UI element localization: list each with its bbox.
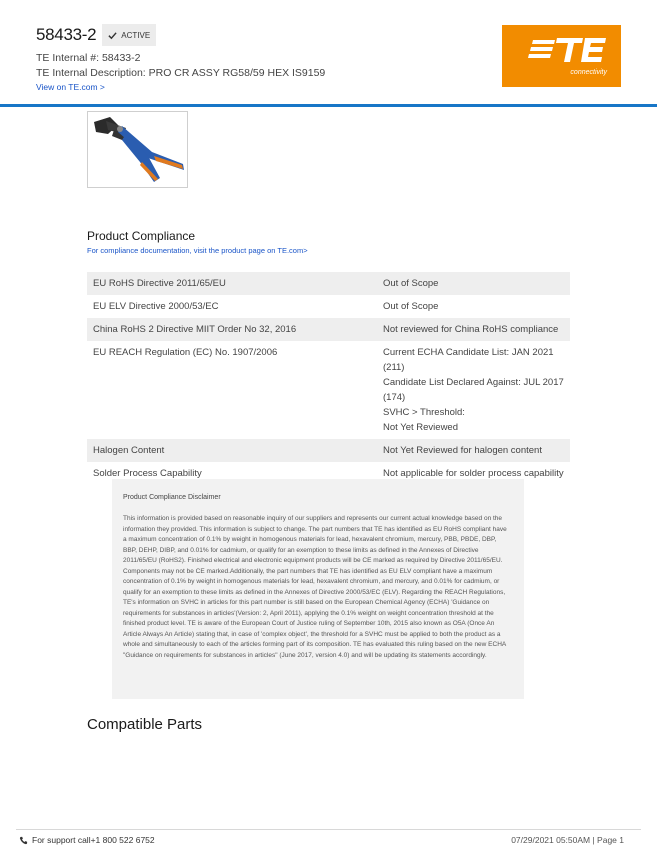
compliance-label: EU RoHS Directive 2011/65/EU xyxy=(93,278,226,289)
internal-description: TE Internal Description: PRO CR ASSY RG58/59 HEX IS9159 xyxy=(36,67,326,79)
compliance-table xyxy=(87,272,570,485)
compliance-row xyxy=(87,341,570,439)
page-header xyxy=(0,0,657,106)
check-icon xyxy=(108,31,117,40)
compliance-label: Solder Process Capability xyxy=(93,468,202,479)
compliance-row xyxy=(87,272,570,295)
part-number: 58433-2 xyxy=(36,25,97,44)
compliance-value-line: Candidate List Declared Against: JUL 2017 xyxy=(383,377,564,388)
compliance-value-line: Not Yet Reviewed for halogen content xyxy=(383,445,542,456)
footer-divider xyxy=(16,829,641,830)
part-title-row xyxy=(36,24,156,46)
compliance-value xyxy=(377,295,570,318)
compatible-parts-title: Compatible Parts xyxy=(87,716,203,733)
support-phone[interactable]: For support call+1 800 522 6752 xyxy=(32,835,155,845)
phone-icon xyxy=(19,836,28,845)
compliance-value-line: Current ECHA Candidate List: JAN 2021 xyxy=(383,347,554,358)
compliance-row xyxy=(87,295,570,318)
compliance-value xyxy=(377,272,570,295)
te-logo xyxy=(502,25,621,87)
status-badge xyxy=(102,24,156,46)
compliance-label: Halogen Content xyxy=(93,445,165,456)
header-divider xyxy=(0,104,657,107)
disclaimer-body: This information is provided based on reasonable inquiry of our suppliers and represents our current actual knowledge based on the information they provided. This information is subject to change. The part numbers that TE has identified as EU RoHS compliant have a maximum concentration of 0.1% by weight in homogenous materials for lead, hexavalent chromium, mercury, PBB, PBDE, DBP, BBP, DEHP, DIBP, and 0.01% for cadmium, or qualify for an exemption to these limits as defined in the Annexes of Directive 2011/65/EU (RoHS2). Finished electrical and electronic equipment products will be CE marked as required by Directive 2011/65/EU. Components may not be CE marked.Additionally, the part numbers that TE has identified as EU ELV compliant have a maximum concentration of 0.1% by weight in homogenous materials for lead, hexavalent chromium, and mercury, and 0.01% for cadmium, or qualify for an exemption to these limits as defined in the Annexes of Directive 2000/53/EC (ELV). Regarding the REACH Regulations, TE's information on SVHC in articles for this part number is still based on the European Chemical Agency (ECHA) 'Guidance on requirements for substances in articles'(Version: 2, April 2011), applying the 0.1% weight on weight concentration threshold at the finished product level. TE is aware of the European Court of Justice ruling of September 10th, 2015 also known as O5A (Once An Article Always An Article) stating that, in case of 'complex object', the threshold for a SVHC must be applied to both the product as a whole and simultaneously to each of the articles forming part of its composition. TE has evaluated this ruling based on the new ECHA "Guidance on requirements for substances in articles" (June 2017, version 4.0) and will be updating its statements accordingly. xyxy=(123,515,507,659)
view-on-te-link[interactable]: View on TE.com > xyxy=(36,82,105,92)
compliance-disclaimer xyxy=(112,479,524,699)
disclaimer-title: Product Compliance Disclaimer xyxy=(123,494,221,501)
logo-subtitle: connectivity xyxy=(570,69,607,76)
compliance-value xyxy=(377,341,570,439)
compliance-row xyxy=(87,318,570,341)
compliance-value-line: (174) xyxy=(383,392,406,403)
product-image xyxy=(87,111,188,188)
compliance-value xyxy=(377,439,570,462)
compliance-value-line: Not Yet Reviewed xyxy=(383,422,458,433)
compliance-label: China RoHS 2 Directive MIIT Order No 32, 2016 xyxy=(93,324,297,335)
compliance-value-line: Not applicable for solder process capability xyxy=(383,468,564,479)
internal-number: TE Internal #: 58433-2 xyxy=(36,52,141,64)
compliance-value-line: Not reviewed for China RoHS compliance xyxy=(383,324,559,335)
compliance-value-line: (211) xyxy=(383,362,405,373)
status-label: ACTIVE xyxy=(121,30,151,40)
footer-support xyxy=(19,835,155,845)
compliance-value-line: Out of Scope xyxy=(383,278,439,289)
te-logo-mark xyxy=(502,25,621,87)
compliance-value-line: Out of Scope xyxy=(383,301,439,312)
compliance-title: Product Compliance xyxy=(87,229,196,243)
compliance-value-line: SVHC > Threshold: xyxy=(383,407,465,418)
compliance-row xyxy=(87,439,570,462)
footer-date-page: 07/29/2021 05:50AM | Page 1 xyxy=(511,835,624,845)
compliance-documentation-link[interactable]: For compliance documentation, visit the product page on TE.com> xyxy=(87,246,308,255)
compliance-label: EU ELV Directive 2000/53/EC xyxy=(93,301,219,312)
compliance-value xyxy=(377,318,570,341)
crimp-tool-image xyxy=(88,112,187,187)
compliance-label: EU REACH Regulation (EC) No. 1907/2006 xyxy=(93,347,278,358)
